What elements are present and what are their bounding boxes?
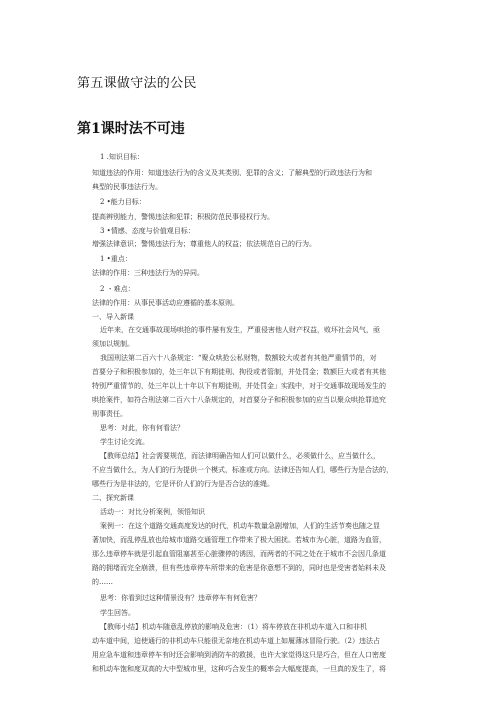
section-heading: 二、探究新课	[92, 494, 134, 502]
text-line: 著加快，而乱停乱放也给城市道路交通管理工作带来了极大困扰。若城市为心脏，道路为血管，	[92, 536, 386, 544]
text-line: 学生讨论交流。	[100, 438, 149, 446]
text-line: 【教师总结】社会需要规范，而法律明确告知人们可以做什么，必须做什么，应当做什么，	[100, 452, 380, 460]
section-heading: 一、导入新课	[92, 313, 134, 321]
text-line: 典型的民事违法行为。	[92, 183, 162, 191]
text-line: 路的拥堵而完全崩溃，但有些违章停车所带来的危害是你意想不到的，同时也是受害者始料未及	[92, 564, 386, 572]
text-line: 动车道中间，迫使通行的非机动车只能很无奈地在机动车道上如履薄冰冒险行驶。（2）违法占	[92, 637, 380, 645]
text-line: 特别严重情节的，处三年以上十年以下有期徒刑，并处罚金」实践中，对于交通事故现场发生的	[92, 382, 386, 390]
text-line: 法律的作用：从事民事活动应遵循的基本原则。	[92, 299, 239, 307]
text-line: 2 ・难点：	[100, 285, 135, 293]
text-line: 提高辨别能力，警惕违法和犯罪；积极防范民事侵权行为。	[92, 213, 274, 221]
text-line: 刑事责任。	[92, 410, 127, 418]
text-line: 2 •能力目标：	[100, 198, 146, 206]
text-line: 1 •重点：	[100, 255, 132, 263]
text-line: 法律的作用：三种违法行为的异同。	[92, 269, 204, 277]
text-line: 思考：你看到过这种情景没有？违章停车有何危害？	[100, 594, 261, 602]
text-line: 案例一：在这个道路交通高度发达的时代，机动车数量急剧增加，人们的生活节奏也随之显	[100, 522, 380, 530]
text-line: 不应当做什么，为人们的行为提供一个模式，标准或方向。法律还告知人们，哪些行为是合法的，	[92, 466, 393, 474]
text-line: 【教师小结】机动车随意乱停放的影响及危害：（1）将车停放在非机动车道入口和非机	[100, 623, 367, 631]
text-line: 首要分子和积极参加的，处三年以下有期徒刑、拘役或者管制，并处罚金；数额巨大或者有其他	[92, 368, 386, 376]
text-line: 和机动车饱和度双高的大中型城市里，这种巧合发生的概率会大幅度提高，一旦真的发生了，将	[92, 665, 386, 673]
text-line: 须加以规制。	[92, 340, 134, 348]
text-line: 我国刑法第二百六十八条规定：“聚众哄抢公私财物，数额较大或者有其他严重情节的，对	[100, 354, 377, 362]
lesson-subtitle: 第1课时法不可违	[77, 121, 185, 137]
text-line: 哪些行为是非法的，它是评价人们的行为是否合法的准绳。	[92, 480, 274, 488]
text-line: 1 .知识目标：	[100, 153, 144, 161]
text-line: 哄抢案件，如符合刑法第二百六十八条规定的，对首要分子和积极参加的应当以聚众哄抢罪追究	[92, 396, 386, 404]
text-line: 增强法律意识；警惕违法行为；尊重他人的权益；依法规范自己的行为。	[92, 240, 316, 248]
text-line: 学生回答。	[100, 609, 135, 617]
text-line: 的……	[92, 578, 113, 586]
text-line: 活动一：对比分析案例，领悟知识	[100, 508, 205, 516]
text-line: 思考：对此，你有何看法？	[100, 424, 184, 432]
lesson-title: 第五课做守法的公民	[77, 76, 197, 91]
text-line: 3 •情感、态度与价值观目标：	[100, 227, 195, 235]
text-line: 那么违章停车就是引起血管阻塞甚至心脏骤停的诱因，而两者的不同之处在于城市不会因几条道	[92, 550, 386, 558]
text-line: 知道违法的作用：知道违法行为的含义及其类别、犯罪的含义；了解典型的行政违法行为和	[92, 169, 372, 177]
text-line: 近年来，在交通事故现场哄抢的事件屡有发生，严重侵害他人财产权益，败坏社会风气，亟	[100, 326, 380, 334]
text-line: 用应急车道和违章停车有时还会影响到消防车的救援，也许大家觉得这只是巧合，但在人口密度	[92, 651, 386, 659]
